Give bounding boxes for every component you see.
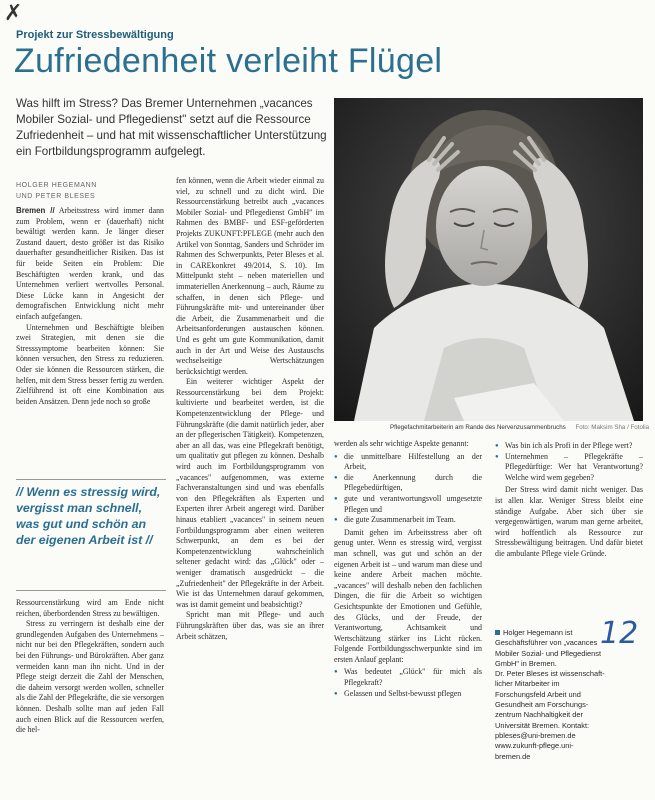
photo-credit: Foto: Maksim Sha / Fotolia: [575, 424, 650, 431]
photo-caption: [390, 423, 650, 432]
list-item: ● die gute Zusammenarbeit im Team.: [334, 515, 482, 526]
paragraph: Ressourcenstärkung wird am Ende nicht reichen, überbordenden Stress zu bewältigen.: [16, 598, 164, 618]
dateline: Bremen //: [16, 206, 55, 215]
author-text: Holger Hegemann ist: [503, 628, 573, 637]
list-item: ● Unternehmen – Pflegekräfte – Pflegedürftige: Wer hat Verantwortung? Welche wird wem gegeben?: [495, 452, 643, 484]
paragraph-text: Arbeitsstress wird immer dann zum Problem, wenn er (dauerhaft) nicht bewältigt werden kann. Je länger dieser Zustand dauert, desto größer ist das Risiko dauerhafter gesundheitlicher Risiken. Das ist für beide Seiten ein Problem: Die Beschäftigten werden krank, und das Unternehmen verliert wertvolles Personal. Diese Lücke kann in Angesicht der demografischen Entwicklung nicht mehr einfach aufgefangen.: [16, 206, 164, 321]
paragraph: Unternehmen und Beschäftigte bleiben zwei Strategien, mit denen sie die Stresssymptome bearbeiten können: Sie können versuchen, den Stress zu reduzieren. Oder sie können die Ressourcen stärken, die helfen, mit dem Stress besser fertig zu werden. Zielführend ist oft eine Kombination aus beiden Ansätzen. Denn jede noch so große: [16, 322, 164, 406]
author-website: bremen.de: [495, 751, 531, 761]
paragraph: Der Stress wird damit nicht weniger. Das ist allen klar. Weniger Stress bleibt eine ständige Aufgabe. Aber sich über sie vergegenwärtigen, warum man gerne arbeitet, wird hoffentlich als Ressource zur Stressbewältigung beitragen. Und dafür bietet die ambulante Pflege viele Gründe.: [495, 485, 643, 558]
list-item: ● die Anerkennung durch die Pflegebedürftigen,: [334, 473, 482, 494]
column-4: [495, 439, 643, 619]
corner-scribble: ✗: [4, 0, 23, 25]
author-line: Mobiler Sozial- und Pflegedienst: [495, 648, 601, 658]
square-bullet-icon: [495, 630, 500, 635]
column-1: [16, 206, 164, 476]
author-line: Forschungsfeld Arbeit und: [495, 689, 581, 699]
column-2: [176, 176, 324, 790]
author-line: zentrum Nachhaltigkeit der: [495, 710, 583, 720]
paragraph: werden als sehr wichtige Aspekte genannt:: [334, 439, 469, 448]
quote-divider-bottom: [16, 590, 166, 591]
quote-divider-top: [16, 479, 166, 480]
handwritten-page-number: 12: [600, 616, 639, 651]
bullet-list: [334, 667, 482, 699]
list-item: ● die unmittelbare Hilfestellung an der Arbeit,: [334, 452, 482, 473]
bullet-list: [495, 441, 643, 483]
list-item: ● Was bedeutet „Glück" für mich als Pflegekraft?: [334, 667, 482, 688]
kicker: Projekt zur Stressbewältigung: [16, 29, 174, 41]
author-line: [495, 628, 643, 638]
bullet-list: [334, 452, 482, 526]
list-item: ● gute und verantwortungsvoll umgesetzte Pflegen und: [334, 494, 482, 515]
paragraph: [16, 206, 164, 323]
caption-text: Pflegefachmitarbeiterin am Rande des Nervenzusammenbruchs: [390, 424, 566, 431]
headline: Zufriedenheit verleiht Flügel: [14, 42, 443, 80]
author-line: Dr. Peter Bleses ist wissenschaft-: [495, 669, 605, 679]
column-1-continued: [16, 598, 164, 790]
author-website: www.zukunft-pflege.uni-: [495, 741, 574, 751]
author-line: GmbH" in Bremen.: [495, 658, 557, 668]
byline: HOLGER HEGEMANN UND PETER BLESES: [16, 182, 97, 200]
list-item: ● Was bin ich als Profi in der Pflege wert?: [495, 441, 643, 452]
author-line: licher Mitarbeiter im: [495, 679, 560, 689]
author-line: Gesundheit am Forschungs-: [495, 700, 589, 710]
author-email: pbleses@uni-bremen.de: [495, 730, 576, 740]
author-box: [495, 628, 643, 762]
list-item: ● Gelassen und Selbst-bewusst pflegen: [334, 689, 482, 700]
paragraph: Ein weiterer wichtiger Aspekt der Ressourcenstärkung bei dem Projekt: kultivierte und bearbeitet werden, ist die Kompetenzentwicklung der Pflege- und Führungskräfte (die damit natürlich jeder, aber an der pflegerischen Tätigkeit). Kompetenzen, aber an all das, was eine Pflegekraft benötigt, um qualitativ gut pflegen zu können. Deshalb wird auch im Fortbildungsprogramm von „vacances" aufgenommen, was externe Fachveranstaltungen sind und was ebenfalls von den Pflegekräften als Experten und Experten ihrer Arbeit angeregt wird. Darüber hinaus etabliert „vacances" in seinem neuen Fortbildungsprogramm aber einen weiteren Schwerpunkt, an dem es bei der Kompetenzentwicklung wahrscheinlich seltener gedacht wird: das „Glück" oder – weniger dramatisch ausgedrückt – die „Zufriedenheit" der Pflegekräfte in der Arbeit. Wie ist das Unternehmen darauf gekommen, was ist damit gemeint und beabsichtigt?: [176, 377, 324, 609]
paragraph: Damit gehen im Arbeitsstress aber oft genug unter. Wenn es stressig wird, vergisst man schnell, was gut und schön an der eigenen Arbeit ist – und warum man diese und keine andere Arbeit machen möchte. „vacances" will deshalb neben den fachlichen Dingen, die für die Arbeit so wichtigen Gesichtspunkte der Emotionen und Gefühle, des Glücks, und der Freude, der Verantwortung, Achtsamkeit und Wertschätzung stärker ins Licht rücken. Folgende Fortbildungsschwerpunkte sind im ersten Anlauf geplant:: [334, 527, 482, 664]
paragraph: fen können, wenn die Arbeit wieder einmal zu viel, zu schnell und zu dicht wird. Die Ressourcenstärkung betreibt auch „vacances Mobiler Sozial- und Pflegedienst GmbH" im Rahmen des BMBF- und ESF-geförderten Projekts ZUKUNFT:PFLEGE (mehr auch den Artikel von Sonntag, Sanders und Schröder im Rahmen des Schwerpunkts, Peter Bleses et al. in CAREkonkret 49/2014, S. 10). Im Mittelpunkt steht – neben materiellen und immateriellen Anerkennung – auch, Räume zu schaffen, in denen sich Pflege- und Führungskräfte mit- und untereinander über die Arbeit, die Zusammenarbeit und die Arbeitsanforderungen austauschen können. Und es geht um gute Kommunikation, damit auch in der Art und Weise des Austauschs wechselseitige Wertschätzungen berücksichtigt werden.: [176, 176, 324, 376]
pull-quote: // Wenn es stressig wird, vergisst man schnell, was gut und schön an der eigenen Arbeit ist //: [16, 485, 161, 547]
article-photo: [334, 98, 643, 421]
author-line: Geschäftsführer von „vacances: [495, 638, 598, 648]
paragraph: Stress zu verringern ist deshalb eine der grundlegenden Aufgaben des Unternehmens – nicht nur bei den Pflegekräften, sondern auch bei den Führungs- und Bürokräften. Aber ganz vermeiden kann man ihn nicht. Und in der Pflege steigt derzeit die Zahl der Menschen, die daheim versorgt werden wollen, schneller als die Zahl der Pflegekräfte, die sie versorgen können. Deshalb sollte man auf jeden Fall auch einen Blick auf die Ressourcen werfen, die hel-: [16, 619, 164, 735]
lead-paragraph: Was hilft im Stress? Das Bremer Unternehmen „vacances Mobiler Sozial- und Pflegedienst" setzt auf die Ressource Zufriedenheit – und hat mit wissenschaftlicher Unterstützung ein Fortbildungsprogramm aufgelegt.: [16, 97, 327, 158]
column-3: [334, 439, 482, 791]
stressed-woman-illustration: [334, 98, 643, 421]
paragraph: Spricht man mit Pflege- und auch Führungskräften über das, was sie an ihrer Arbeit schätzen,: [176, 610, 324, 641]
author-line: Universität Bremen. Kontakt:: [495, 720, 590, 730]
